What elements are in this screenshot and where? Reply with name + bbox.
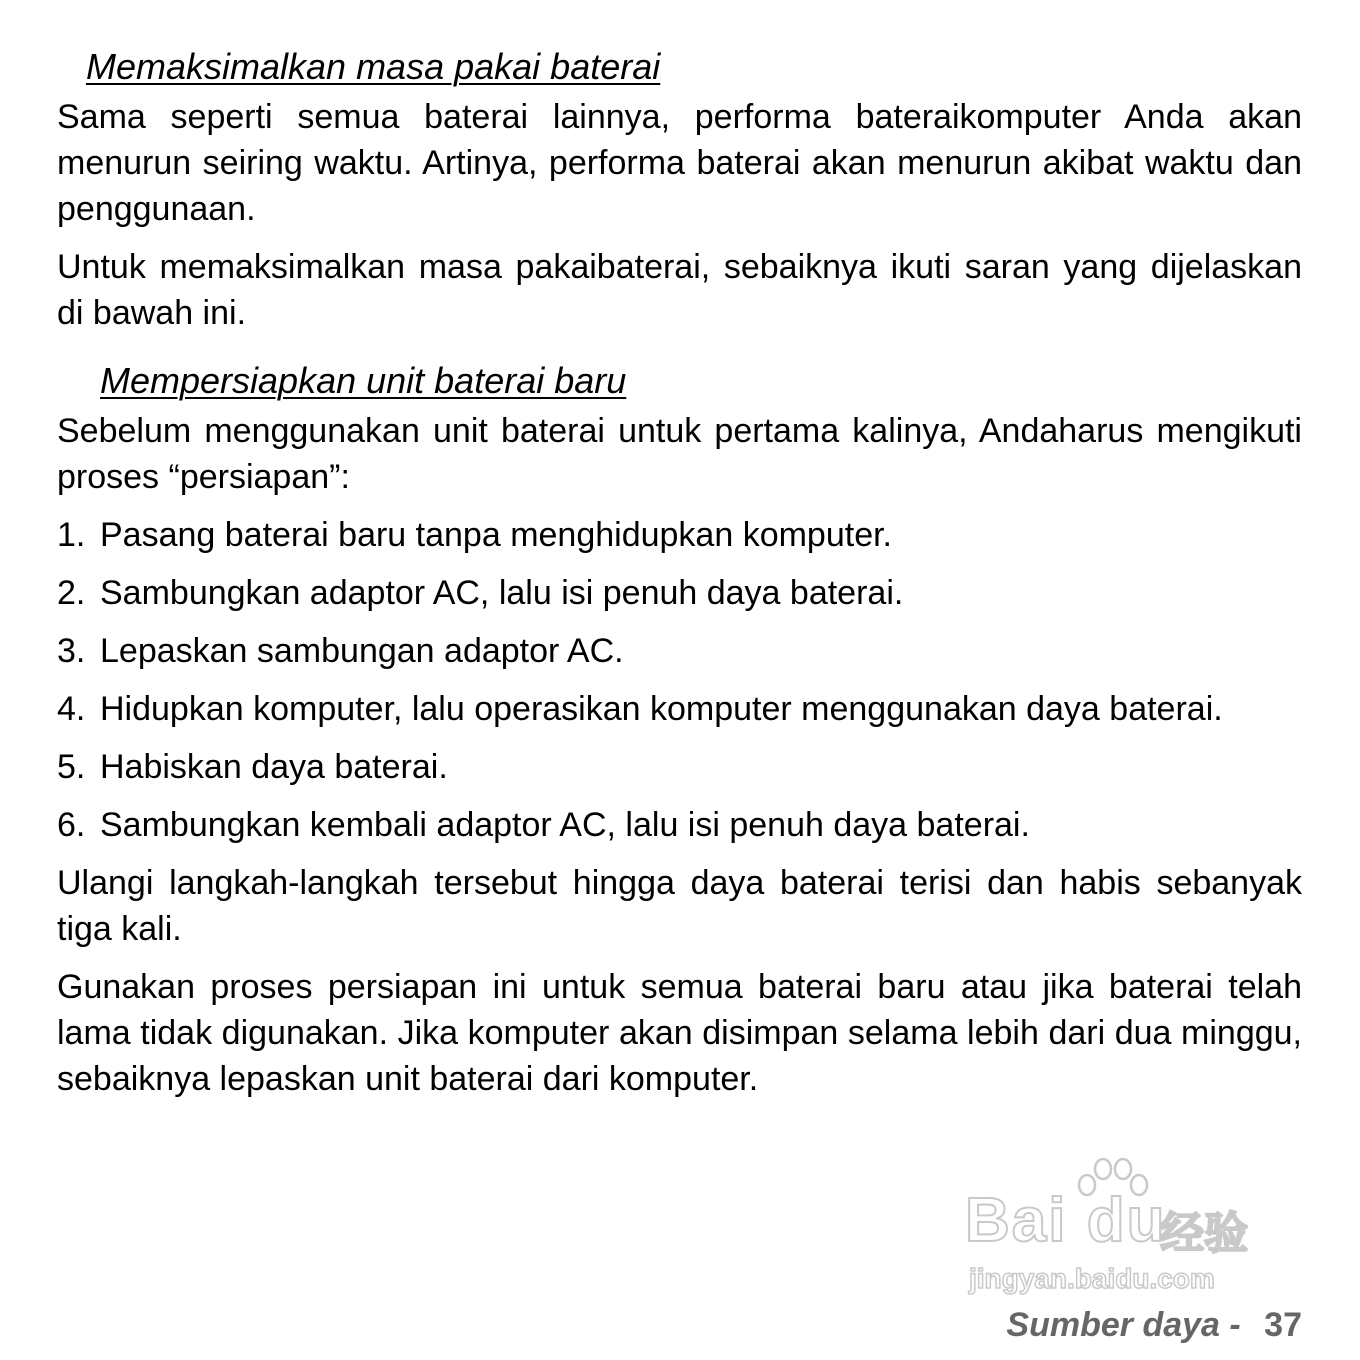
- list-item-step-4: [57, 686, 1302, 732]
- paragraph-repeat-steps: Ulangi langkah-langkah tersebut hingga daya baterai terisi dan habis sebanyak tiga kali.: [57, 864, 1302, 948]
- watermark-url: jingyan.baidu.com: [969, 1263, 1215, 1294]
- step-number: 3.: [57, 632, 86, 670]
- section-heading-battery-life: Memaksimalkan masa pakai baterai: [86, 46, 661, 87]
- step-text: Sambungkan adaptor AC, lalu isi penuh daya baterai.: [100, 574, 904, 612]
- preparation-steps-list: [57, 512, 1302, 848]
- watermark-cn: 经验: [1160, 1209, 1248, 1258]
- paragraph-storage-advice: Gunakan proses persiapan ini untuk semua baterai baru atau jika baterai telah lama tidak digunakan. Jika komputer akan disimpan selama lebih dari dua minggu, sebaiknya lepaskan unit baterai dari komputer.: [57, 968, 1302, 1098]
- list-item-step-1: [57, 512, 1302, 558]
- step-number: 2.: [57, 574, 86, 612]
- step-number: 4.: [57, 690, 86, 728]
- step-text: Sambungkan kembali adaptor AC, lalu isi penuh daya baterai.: [100, 806, 1030, 844]
- paragraph-maximize-tips: Untuk memaksimalkan masa pakaibaterai, sebaiknya ikuti saran yang dijelaskan di bawah ini.: [57, 248, 1302, 332]
- step-text: Habiskan daya baterai.: [100, 748, 448, 786]
- list-item-step-3: [57, 628, 1302, 674]
- step-text: Pasang baterai baru tanpa menghidupkan komputer.: [100, 516, 892, 554]
- step-number: 5.: [57, 748, 86, 786]
- footer-section-label: Sumber daya -: [1006, 1306, 1251, 1344]
- step-number: 6.: [57, 806, 86, 844]
- list-item-step-2: [57, 570, 1302, 616]
- list-item-step-5: [57, 744, 1302, 790]
- baidu-watermark: [965, 1185, 1285, 1305]
- watermark-brand: Bai du: [965, 1186, 1167, 1255]
- page-footer: [1006, 1306, 1302, 1345]
- paragraph-battery-performance: Sama seperti semua baterai lainnya, performa bateraikomputer Anda akan menurun seiring waktu. Artinya, performa baterai akan menurun akibat waktu dan penggunaan.: [57, 98, 1302, 228]
- step-text: Hidupkan komputer, lalu operasikan komputer menggunakan daya baterai.: [100, 690, 1223, 728]
- step-number: 1.: [57, 516, 86, 554]
- step-text: Lepaskan sambungan adaptor AC.: [100, 632, 624, 670]
- page-number: 37: [1264, 1306, 1302, 1344]
- document-page: [57, 44, 1302, 1114]
- section-heading-prepare-battery: Mempersiapkan unit baterai baru: [100, 360, 627, 401]
- list-item-step-6: [57, 802, 1302, 848]
- paragraph-prepare-intro: Sebelum menggunakan unit baterai untuk pertama kalinya, Andaharus mengikuti proses “persiapan”:: [57, 412, 1302, 496]
